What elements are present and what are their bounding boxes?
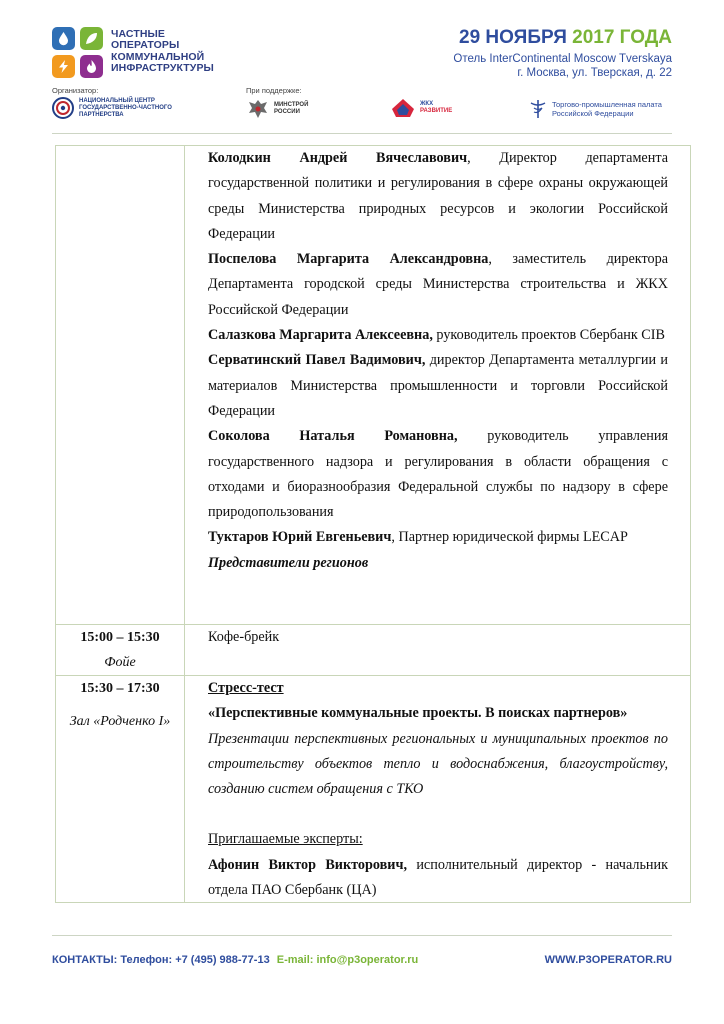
zhkh-razvitie-logo: ЖКХ РАЗВИТИЕ [390,97,452,119]
coffee-break-row [55,625,691,676]
expert-entry: Афонин Виктор Викторович, исполнительный директор - начальник отдела ПАО Сбербанк (ЦА) [208,856,668,899]
footer-email[interactable]: E-mail: info@p3operator.ru [276,954,419,966]
session-description: Презентации перспективных региональных и муниципальных проектов по строительству объектов тепло и водоснабжения, благоустройству, созданию систем обращения с ТКО [208,730,668,798]
event-logo [52,27,104,79]
speaker-entry: Поспелова Маргарита Александровна, заместитель директора Департамента городской среды Министерства строительства и ЖКХ Российской Федерации [208,251,668,318]
footer-phone: Телефон: +7 (495) 988-77-13 [120,954,270,966]
speaker-entry: Соколова Наталья Романовна, руководитель управления государственного надзора и регулирования в области обращения с отходами и биоразнообразия Федеральной службы по надзору в сфере природопользования [208,428,669,521]
speaker-entry: Серватинский Павел Вадимович, директор Департамента металлургии и материалов Министерства промышленности и торговли Российской Федерации [208,352,668,419]
spacer [208,802,668,827]
minstroy-logo: МИНСТРОЙ РОССИИ [246,97,308,121]
footer-website[interactable]: WWW.P3OPERATOR.RU [544,954,672,966]
leaf-icon [80,27,103,50]
eagle-emblem-icon [246,97,270,121]
session-details [208,676,668,903]
event-date: 29 НОЯБРЯ 2017 ГОДА [459,27,672,48]
column-divider [184,625,185,675]
column-divider [184,676,185,902]
speaker-entry: Туктаров Юрий Евгеньевич, Партнер юридической фирмы LECAP [208,529,628,546]
speaker-entry: Колодкин Андрей Вячеславович, Директор департамента государственной политики и регулирования в сфере охраны окружающей среды Министерства природных ресурсов и экологии Российской Федерации [208,150,668,242]
coffee-place: Фойе [104,655,136,670]
regions-note: Представители регионов [208,554,369,571]
session-row [55,676,691,903]
lightning-icon [52,55,75,78]
coffee-time: 15:00 – 15:30 [80,630,160,645]
speakers-list [208,146,668,576]
coffee-time-cell [56,625,184,675]
ppp-center-icon [52,97,74,119]
coffee-title: Кофе-брейк [208,629,280,645]
speaker-entry: Салазкова Маргарита Алексеевна, руководитель проектов Сбербанк CIB [208,327,665,344]
experts-label: Приглашаемые эксперты: [208,831,363,848]
session-label: Стресс-тест [208,680,284,696]
chamber-of-commerce-logo: Торгово-промышленная палата Российской Федерации [530,99,662,119]
session-time: 15:30 – 17:30 [80,681,160,696]
footer-contacts: КОНТАКТЫ: Телефон: +7 (495) 988-77-13 E-mail: info@p3operator.ru [52,954,419,966]
session-title: «Перспективные коммунальные проекты. В поисках партнеров» [208,705,628,722]
session-time-cell [56,676,184,734]
organizer-caption: Организатор: [52,86,99,95]
organizer-logo: НАЦИОНАЛЬНЫЙ ЦЕНТР ГОСУДАРСТВЕННО-ЧАСТНОГО ПАРТНЕРСТВА [52,97,172,119]
event-venue: Отель InterContinental Moscow Tverskaya г. Москва, ул. Тверская, д. 22 [453,53,672,79]
header-divider [52,133,672,134]
support-caption: При поддержке: [246,86,302,95]
event-brand-text: ЧАСТНЫЕ ОПЕРАТОРЫ КОММУНАЛЬНОЙ ИНФРАСТРУКТУРЫ [111,28,214,74]
footer-divider [52,935,672,936]
house-icon [390,97,416,119]
caduceus-icon [530,99,546,119]
water-drop-icon [52,27,75,50]
flame-icon [80,55,103,78]
speakers-row [55,145,691,625]
session-place: Зал «Родченко I» [69,714,171,729]
column-divider [184,146,185,624]
